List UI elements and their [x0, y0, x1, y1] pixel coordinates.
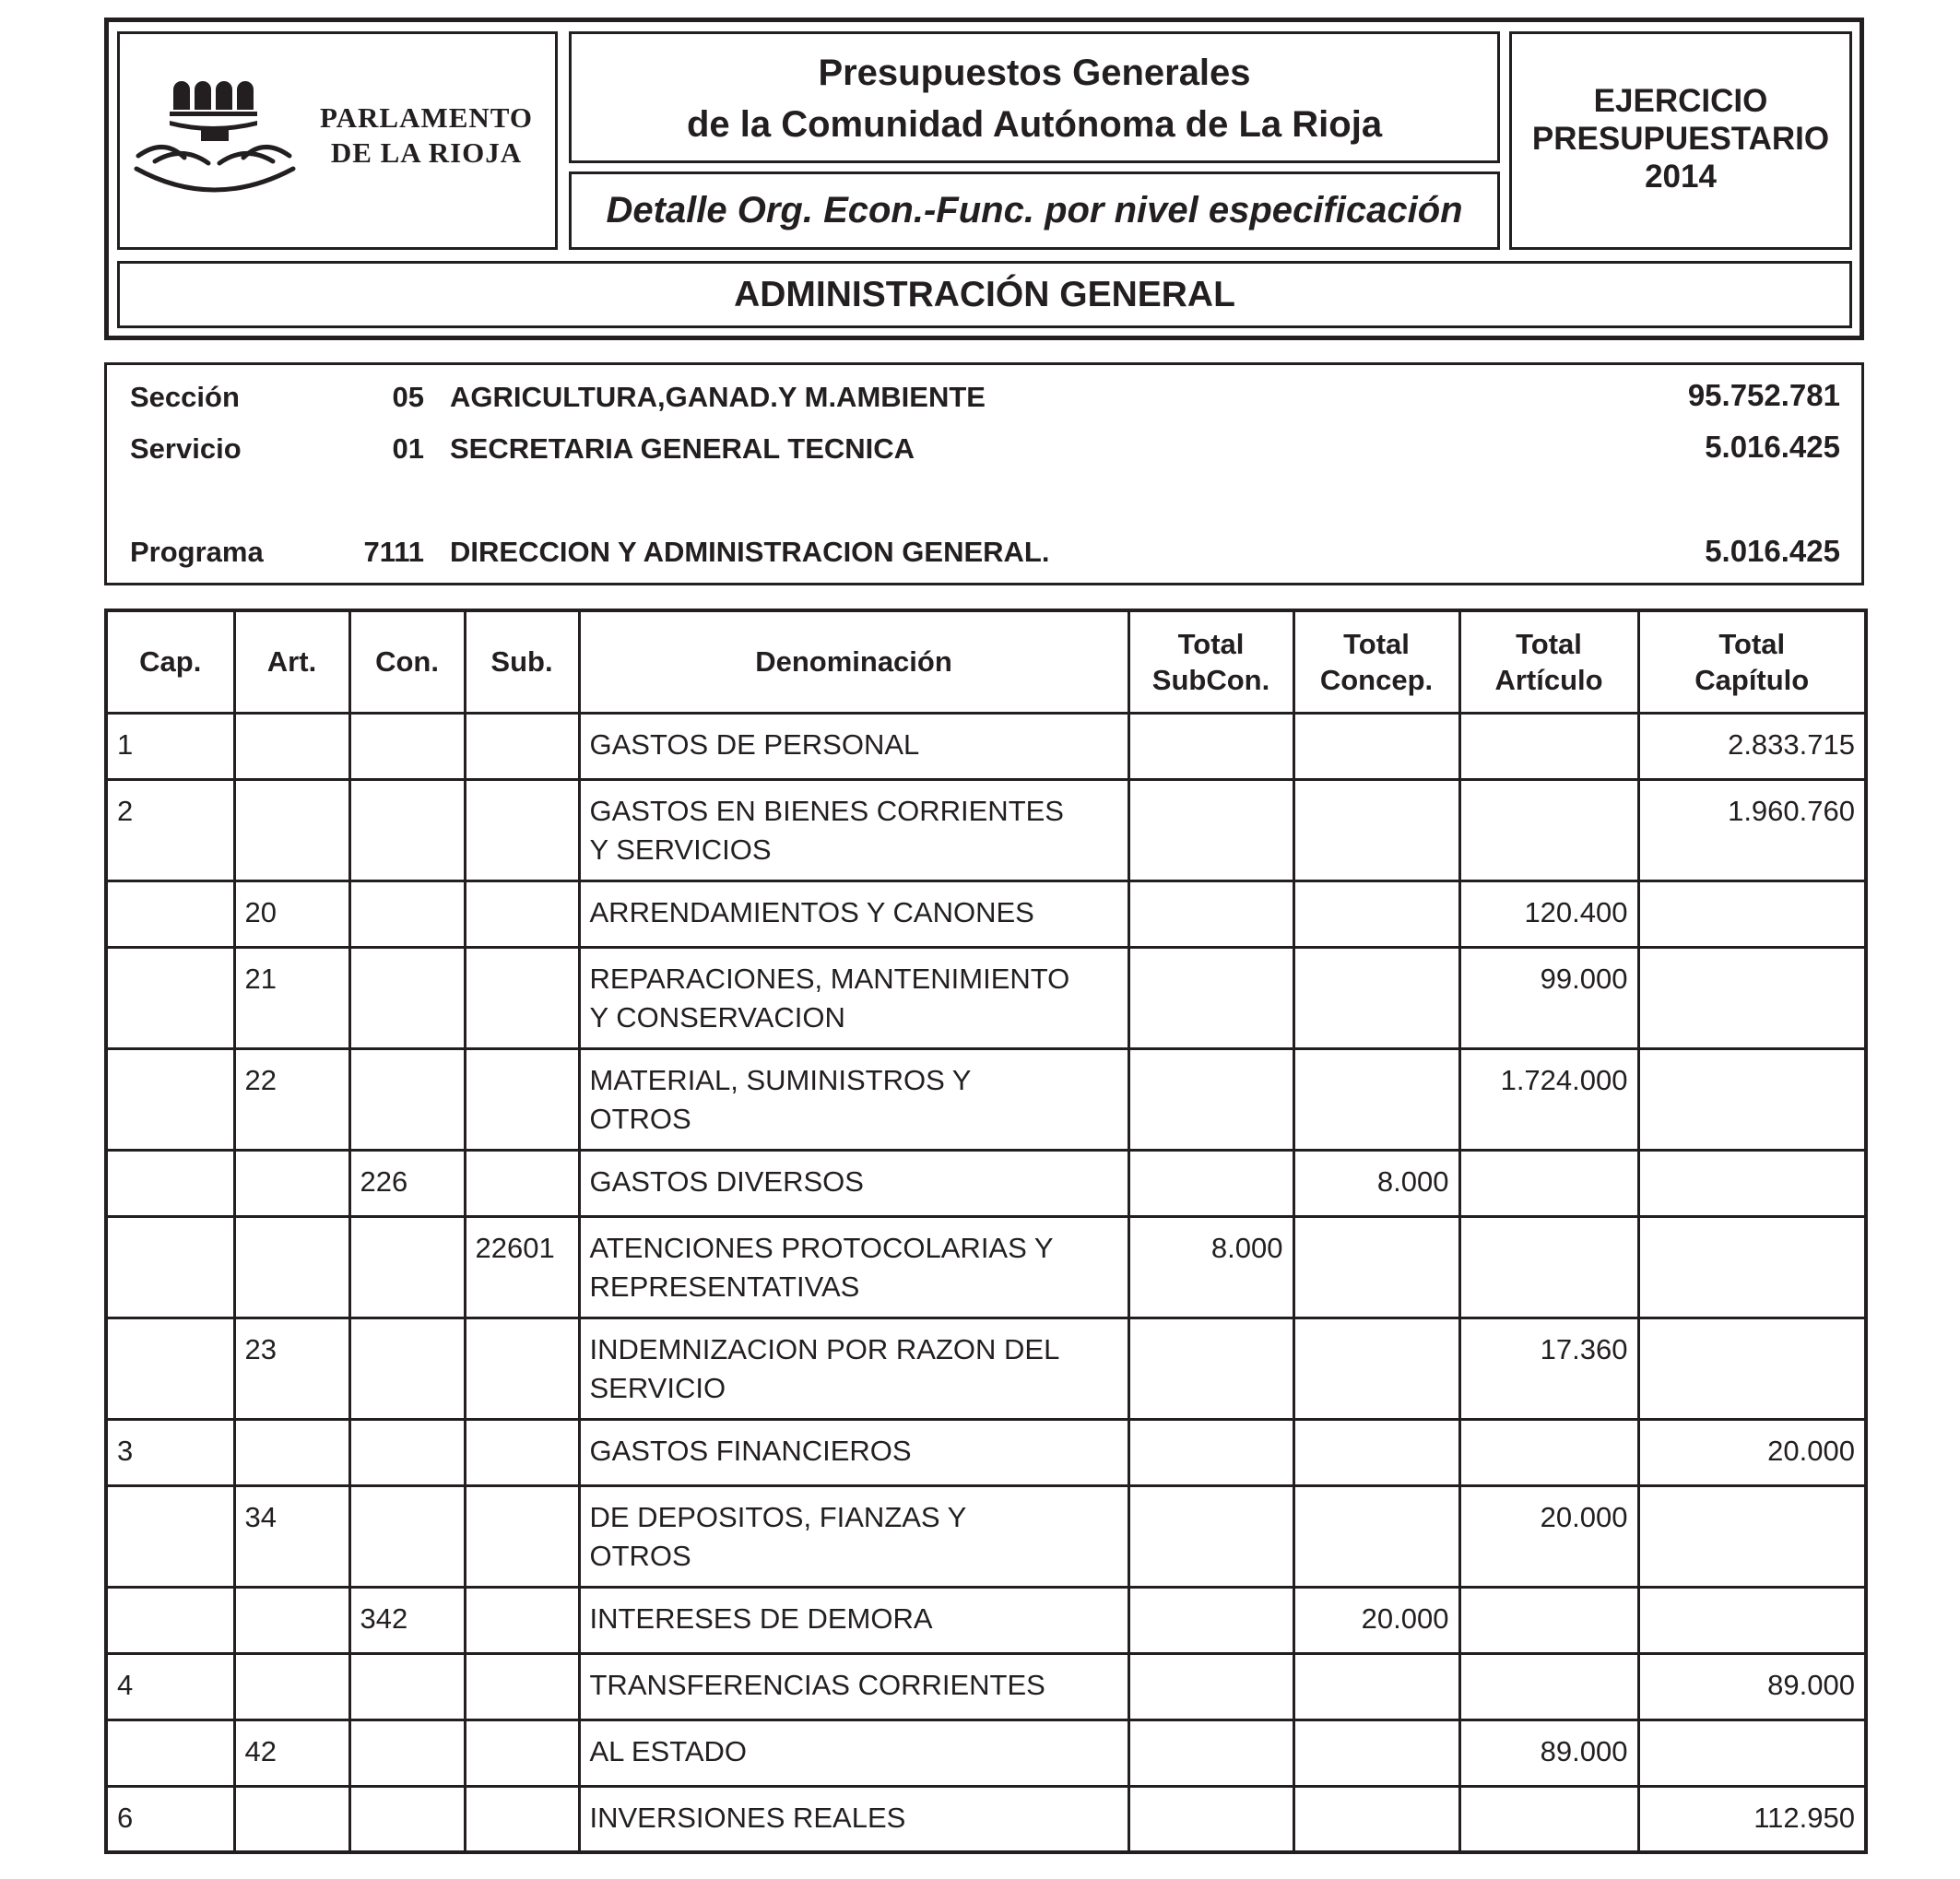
cell-con: [349, 1318, 465, 1419]
cell-capitulo: [1638, 947, 1866, 1048]
table-row: [106, 779, 1866, 880]
parliament-name-line1: PARLAMENTO: [319, 101, 534, 134]
cell-articulo: [1459, 1587, 1638, 1653]
cell-articulo: [1459, 1653, 1638, 1719]
cell-con: [349, 1419, 465, 1485]
cell-con: [349, 1786, 465, 1852]
cell-art: [234, 1587, 349, 1653]
header-total-capitulo: [1638, 610, 1866, 713]
cell-articulo: 1.724.000: [1459, 1048, 1638, 1150]
cell-concep: [1293, 1653, 1459, 1719]
denominacion-line1: REPARACIONES, MANTENIMIENTO: [589, 962, 1070, 995]
title-box: [569, 31, 1500, 163]
cell-cap: [106, 880, 234, 947]
cell-art: 22: [234, 1048, 349, 1150]
denominacion-line1: GASTOS DIVERSOS: [589, 1164, 864, 1198]
cell-subcon: [1128, 1587, 1293, 1653]
cell-cap: [106, 1719, 234, 1786]
header-total-concep-line2: Concep.: [1319, 663, 1434, 696]
cell-cap: [106, 1216, 234, 1318]
denominacion-line2: Y CONSERVACION: [589, 1000, 845, 1034]
cell-concep: [1293, 1485, 1459, 1587]
cell-art: [234, 1216, 349, 1318]
programa-name: DIRECCION Y ADMINISTRACION GENERAL.: [450, 536, 1050, 568]
table-row: [106, 1150, 1866, 1216]
ejercicio-year: 2014: [1645, 159, 1717, 195]
header-total-capitulo-line1: Total: [1718, 627, 1786, 660]
cell-denominacion: [579, 1587, 1128, 1653]
denominacion-line1: GASTOS DE PERSONAL: [589, 727, 920, 761]
header-con: Con.: [349, 610, 465, 713]
cell-con: [349, 1653, 465, 1719]
cell-sub: [465, 1318, 579, 1419]
cell-subcon: [1128, 1653, 1293, 1719]
cell-con: [349, 1485, 465, 1587]
cell-art: 20: [234, 880, 349, 947]
cell-subcon: [1128, 1419, 1293, 1485]
denominacion-line1: ATENCIONES PROTOCOLARIAS Y: [589, 1231, 1054, 1264]
table-header-row: [106, 610, 1866, 713]
cell-cap: 2: [106, 779, 234, 880]
ejercicio-line1: EJERCICIO: [1593, 83, 1768, 119]
cell-capitulo: 1.960.760: [1638, 779, 1866, 880]
parliament-name-line2: DE LA RIOJA: [330, 136, 523, 169]
cell-capitulo: 2.833.715: [1638, 713, 1866, 779]
cell-capitulo: [1638, 1048, 1866, 1150]
cell-con: [349, 880, 465, 947]
parliament-emblem-icon: [127, 73, 312, 202]
table-row: [106, 1587, 1866, 1653]
cell-concep: [1293, 1318, 1459, 1419]
servicio-code: 01: [392, 432, 424, 465]
denominacion-line1: INVERSIONES REALES: [589, 1801, 906, 1834]
cell-con: 226: [349, 1150, 465, 1216]
table-row: [106, 1719, 1866, 1786]
cell-capitulo: 112.950: [1638, 1786, 1866, 1852]
cell-capitulo: 20.000: [1638, 1419, 1866, 1485]
cell-concep: [1293, 1216, 1459, 1318]
cell-articulo: [1459, 779, 1638, 880]
cell-con: [349, 947, 465, 1048]
table-row: [106, 1653, 1866, 1719]
cell-sub: 22601: [465, 1216, 579, 1318]
cell-subcon: [1128, 779, 1293, 880]
denominacion-line1: GASTOS FINANCIEROS: [589, 1434, 912, 1467]
cell-art: 21: [234, 947, 349, 1048]
cell-art: [234, 1419, 349, 1485]
cell-concep: [1293, 1719, 1459, 1786]
report-subtitle: Detalle Org. Econ.-Func. por nivel especificación: [606, 190, 1463, 230]
cell-cap: [106, 1048, 234, 1150]
cell-capitulo: 89.000: [1638, 1653, 1866, 1719]
table-row: [106, 713, 1866, 779]
header-cap: Cap.: [106, 610, 234, 713]
cell-cap: [106, 1318, 234, 1419]
cell-art: [234, 779, 349, 880]
cell-articulo: [1459, 1786, 1638, 1852]
cell-capitulo: [1638, 1318, 1866, 1419]
cell-articulo: [1459, 1150, 1638, 1216]
cell-sub: [465, 880, 579, 947]
cell-cap: 4: [106, 1653, 234, 1719]
cell-subcon: [1128, 1786, 1293, 1852]
cell-denominacion: [579, 947, 1128, 1048]
denominacion-line1: AL ESTADO: [589, 1734, 748, 1767]
cell-capitulo: [1638, 1150, 1866, 1216]
table-row: [106, 1048, 1866, 1150]
cell-art: 42: [234, 1719, 349, 1786]
table-row: [106, 947, 1866, 1048]
cell-denominacion: [579, 779, 1128, 880]
ejercicio-line2: PRESUPUESTARIO: [1531, 121, 1830, 157]
header-total-subcon: [1128, 610, 1293, 713]
cell-denominacion: [579, 1653, 1128, 1719]
denominacion-line1: GASTOS EN BIENES CORRIENTES: [589, 794, 1064, 827]
cell-denominacion: [579, 1485, 1128, 1587]
cell-cap: [106, 1150, 234, 1216]
cell-sub: [465, 1653, 579, 1719]
seccion-amount: 95.752.781: [1687, 378, 1840, 412]
cell-subcon: [1128, 1318, 1293, 1419]
header-art: Art.: [234, 610, 349, 713]
cell-capitulo: [1638, 1485, 1866, 1587]
cell-cap: 3: [106, 1419, 234, 1485]
cell-articulo: 120.400: [1459, 880, 1638, 947]
header-denominacion: Denominación: [579, 610, 1128, 713]
programa-label: Programa: [130, 536, 264, 568]
cell-denominacion: [579, 713, 1128, 779]
cell-cap: 1: [106, 713, 234, 779]
cell-cap: [106, 1485, 234, 1587]
denominacion-line2: SERVICIO: [589, 1371, 726, 1404]
seccion-name: AGRICULTURA,GANAD.Y M.AMBIENTE: [450, 381, 986, 413]
cell-articulo: 17.360: [1459, 1318, 1638, 1419]
cell-concep: [1293, 880, 1459, 947]
header-total-subcon-line2: SubCon.: [1151, 663, 1270, 696]
section-banner: ADMINISTRACIÓN GENERAL: [734, 275, 1235, 314]
cell-subcon: [1128, 880, 1293, 947]
cell-sub: [465, 779, 579, 880]
cell-articulo: [1459, 1216, 1638, 1318]
servicio-name: SECRETARIA GENERAL TECNICA: [450, 432, 915, 465]
cell-subcon: [1128, 1150, 1293, 1216]
cell-concep: [1293, 713, 1459, 779]
denominacion-line1: MATERIAL, SUMINISTROS Y: [589, 1063, 972, 1096]
cell-art: [234, 1786, 349, 1852]
seccion-label: Sección: [130, 381, 240, 413]
cell-sub: [465, 713, 579, 779]
subtitle-box: [569, 171, 1500, 250]
table-row: [106, 1318, 1866, 1419]
cell-denominacion: [579, 1786, 1128, 1852]
cell-concep: [1293, 779, 1459, 880]
denominacion-line2: Y SERVICIOS: [589, 833, 772, 866]
cell-concep: [1293, 1419, 1459, 1485]
cell-articulo: 99.000: [1459, 947, 1638, 1048]
cell-articulo: [1459, 713, 1638, 779]
cell-sub: [465, 947, 579, 1048]
budget-table-body: [106, 713, 1866, 1852]
cell-cap: 6: [106, 1786, 234, 1852]
cell-subcon: [1128, 1719, 1293, 1786]
header-total-concep-line1: Total: [1343, 627, 1410, 660]
denominacion-line2: OTROS: [589, 1539, 691, 1572]
servicio-amount: 5.016.425: [1705, 430, 1840, 464]
cell-art: 23: [234, 1318, 349, 1419]
cell-sub: [465, 1485, 579, 1587]
denominacion-line1: INTERESES DE DEMORA: [589, 1601, 933, 1635]
cell-denominacion: [579, 1719, 1128, 1786]
cell-capitulo: [1638, 1719, 1866, 1786]
cell-subcon: [1128, 1048, 1293, 1150]
seccion-code: 05: [392, 381, 424, 413]
denominacion-line2: OTROS: [589, 1102, 691, 1135]
programa-code: 7111: [363, 536, 424, 568]
cell-subcon: [1128, 947, 1293, 1048]
cell-subcon: [1128, 713, 1293, 779]
info-panel: [104, 362, 1864, 585]
cell-denominacion: [579, 1216, 1128, 1318]
cell-concep: [1293, 947, 1459, 1048]
cell-con: 342: [349, 1587, 465, 1653]
header-total-articulo-line2: Artículo: [1494, 663, 1603, 696]
cell-sub: [465, 1587, 579, 1653]
ejercicio-box: [1509, 31, 1852, 250]
cell-capitulo: [1638, 1587, 1866, 1653]
cell-sub: [465, 1719, 579, 1786]
cell-articulo: 89.000: [1459, 1719, 1638, 1786]
header-total-subcon-line1: Total: [1177, 627, 1245, 660]
cell-concep: 8.000: [1293, 1150, 1459, 1216]
section-banner-box: [117, 261, 1852, 328]
header-total-articulo-line1: Total: [1516, 627, 1582, 660]
cell-concep: [1293, 1786, 1459, 1852]
cell-articulo: 20.000: [1459, 1485, 1638, 1587]
cell-concep: 20.000: [1293, 1587, 1459, 1653]
cell-denominacion: [579, 1048, 1128, 1150]
cell-con: [349, 1048, 465, 1150]
header-total-capitulo-line2: Capítulo: [1694, 663, 1810, 696]
logo-box: [117, 31, 558, 250]
cell-con: [349, 713, 465, 779]
table-row: [106, 1419, 1866, 1485]
cell-denominacion: [579, 1318, 1128, 1419]
cell-con: [349, 1719, 465, 1786]
cell-denominacion: [579, 880, 1128, 947]
cell-art: [234, 1653, 349, 1719]
cell-sub: [465, 1786, 579, 1852]
cell-capitulo: [1638, 1216, 1866, 1318]
cell-con: [349, 779, 465, 880]
title-line2: de la Comunidad Autónoma de La Rioja: [686, 104, 1383, 145]
denominacion-line1: INDEMNIZACION POR RAZON DEL: [589, 1332, 1060, 1365]
table-row: [106, 1216, 1866, 1318]
cell-denominacion: [579, 1419, 1128, 1485]
cell-concep: [1293, 1048, 1459, 1150]
cell-articulo: [1459, 1419, 1638, 1485]
cell-art: [234, 1150, 349, 1216]
table-row: [106, 1485, 1866, 1587]
table-row: [106, 1786, 1866, 1852]
servicio-label: Servicio: [130, 432, 242, 465]
denominacion-line1: TRANSFERENCIAS CORRIENTES: [589, 1668, 1045, 1701]
cell-cap: [106, 947, 234, 1048]
header-total-articulo: [1459, 610, 1638, 713]
denominacion-line1: ARRENDAMIENTOS Y CANONES: [589, 895, 1034, 928]
header-total-concep: [1293, 610, 1459, 713]
header-sub: Sub.: [465, 610, 579, 713]
cell-sub: [465, 1150, 579, 1216]
cell-sub: [465, 1419, 579, 1485]
title-line1: Presupuestos Generales: [818, 53, 1251, 93]
cell-art: [234, 713, 349, 779]
cell-con: [349, 1216, 465, 1318]
cell-subcon: 8.000: [1128, 1216, 1293, 1318]
table-row: [106, 880, 1866, 947]
programa-amount: 5.016.425: [1705, 534, 1840, 568]
cell-subcon: [1128, 1485, 1293, 1587]
cell-denominacion: [579, 1150, 1128, 1216]
cell-capitulo: [1638, 880, 1866, 947]
cell-cap: [106, 1587, 234, 1653]
budget-table: [104, 609, 1868, 1854]
cell-art: 34: [234, 1485, 349, 1587]
denominacion-line1: DE DEPOSITOS, FIANZAS Y: [589, 1500, 967, 1533]
denominacion-line2: REPRESENTATIVAS: [589, 1270, 860, 1303]
cell-sub: [465, 1048, 579, 1150]
